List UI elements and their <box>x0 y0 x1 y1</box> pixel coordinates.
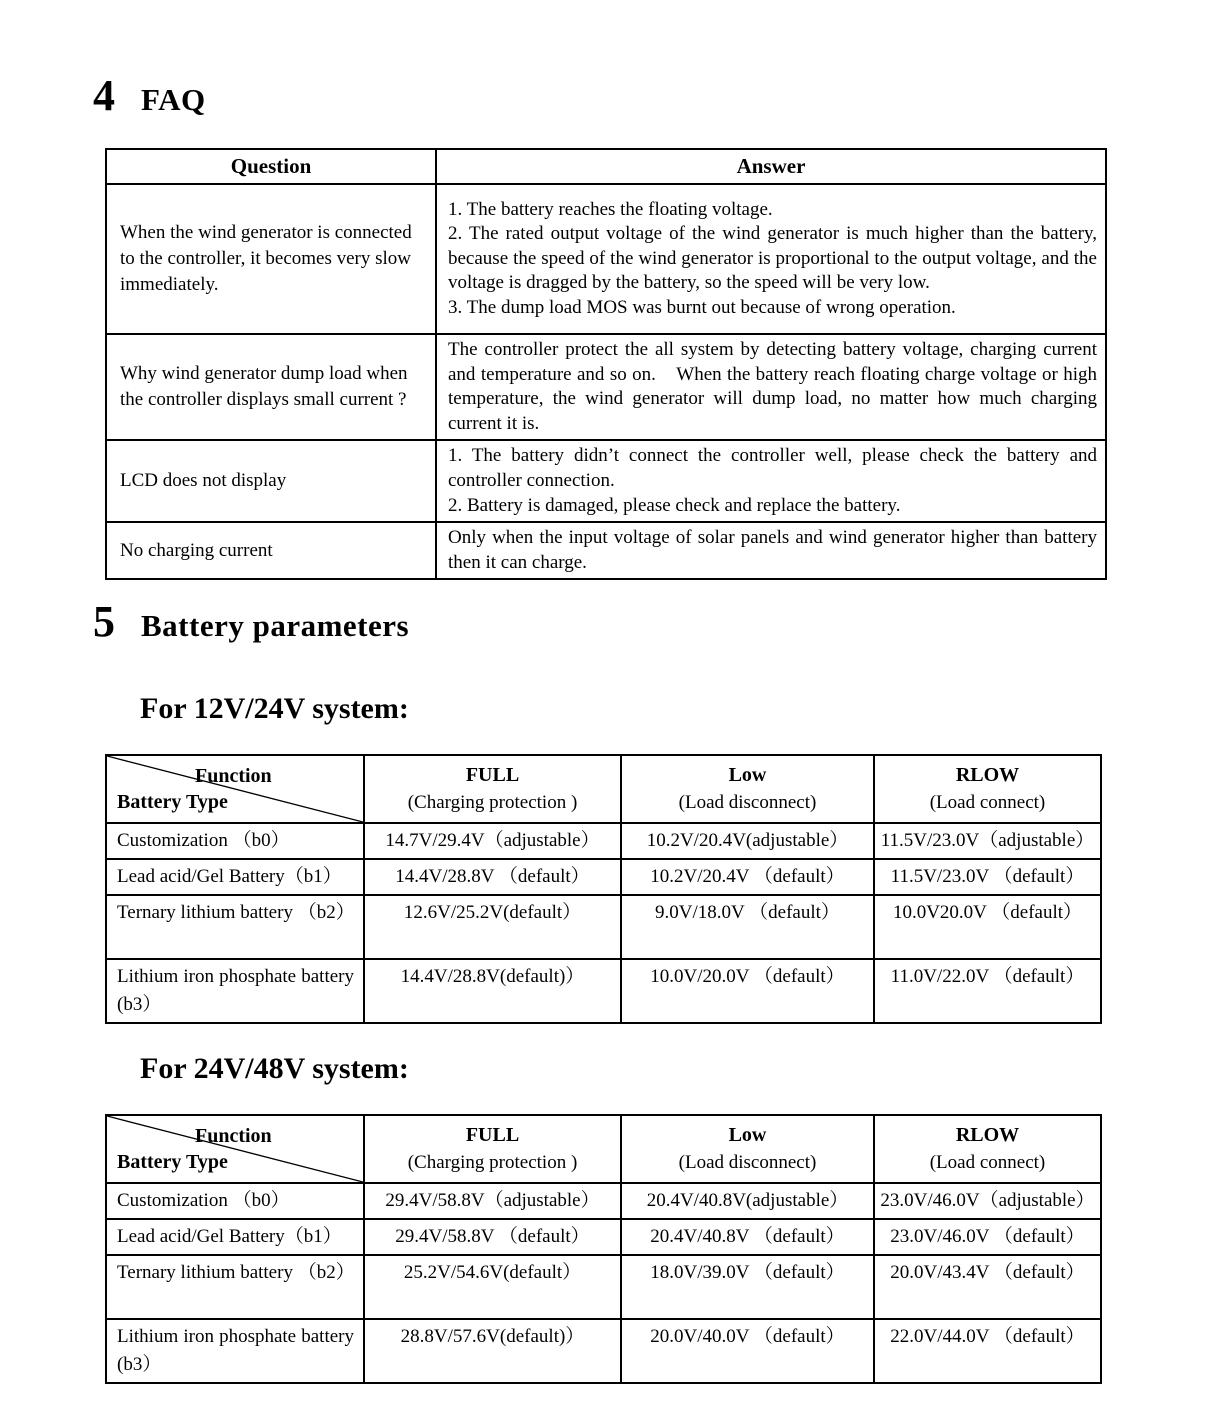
faq-answer-cell <box>436 184 1106 334</box>
subheading-12v24v: For 12V/24V system: <box>140 692 409 726</box>
faq-answer-paragraph: 1. The battery reaches the floating voltage. <box>448 198 773 220</box>
battery-row <box>106 1255 1101 1319</box>
battery-type-cell: Customization （b0） <box>106 1183 364 1219</box>
battery-row <box>106 859 1101 895</box>
battery-full-cell: 14.7V/29.4V（adjustable） <box>364 823 621 859</box>
faq-header-question: Question <box>106 149 436 184</box>
col-name: RLOW <box>955 764 1020 787</box>
battery-full-cell: 14.4V/28.8V(default)） <box>364 959 621 1023</box>
battery-full-cell: 29.4V/58.8V（adjustable） <box>364 1183 621 1219</box>
col-header-full <box>364 755 621 823</box>
battery-type-cell: Lead acid/Gel Battery（b1） <box>106 1219 364 1255</box>
battery-type-cell: Lithium iron phosphate battery (b3） <box>106 1319 364 1383</box>
battery-low-cell: 18.0V/39.0V （default） <box>621 1255 874 1319</box>
faq-table <box>105 148 1107 580</box>
col-header-full <box>364 1115 621 1183</box>
battery-row <box>106 823 1101 859</box>
faq-row <box>106 184 1106 334</box>
battery-rlow-cell: 23.0V/46.0V（adjustable） <box>874 1183 1101 1219</box>
corner-function-label: Function <box>195 1125 272 1148</box>
faq-answer-paragraph: 1. The battery didn’t connect the controller well, please check the battery and controller connection. <box>448 445 1097 491</box>
col-subtitle: (Load connect) <box>929 792 1046 814</box>
battery-row <box>106 1219 1101 1255</box>
faq-answer-paragraph: The controller protect the all system by detecting battery voltage, charging current and temperature and so on. When the battery reach floating charge voltage or high temperature, the wind generator will dump load, no matter how much charging current it is. <box>448 339 1097 434</box>
battery-low-cell: 20.4V/40.8V(adjustable） <box>621 1183 874 1219</box>
battery-low-cell: 10.2V/20.4V(adjustable） <box>621 823 874 859</box>
corner-cell <box>106 1115 364 1183</box>
faq-question-cell: Why wind generator dump load when the controller displays small current ? <box>106 334 436 440</box>
battery-row <box>106 1319 1101 1383</box>
faq-question-cell: When the wind generator is connected to the controller, it becomes very slow immediately. <box>106 184 436 334</box>
battery-row <box>106 895 1101 959</box>
faq-question-cell: No charging current <box>106 522 436 579</box>
corner-function-label: Function <box>195 765 272 788</box>
battery-low-cell: 9.0V/18.0V （default） <box>621 895 874 959</box>
battery-row <box>106 1183 1101 1219</box>
battery-type-cell: Ternary lithium battery （b2） <box>106 895 364 959</box>
battery-low-cell: 20.0V/40.0V （default） <box>621 1319 874 1383</box>
col-header-low <box>621 1115 874 1183</box>
battery-low-cell: 20.4V/40.8V （default） <box>621 1219 874 1255</box>
subheading-24v48v: For 24V/48V system: <box>140 1052 409 1086</box>
faq-header-row <box>106 149 1106 184</box>
battery-rlow-cell: 20.0V/43.4V （default） <box>874 1255 1101 1319</box>
battery-type-cell: Lead acid/Gel Battery（b1） <box>106 859 364 895</box>
col-header-low <box>621 755 874 823</box>
battery-full-cell: 29.4V/58.8V （default） <box>364 1219 621 1255</box>
section-number: 5 <box>93 597 115 647</box>
battery-rlow-cell: 11.5V/23.0V （default） <box>874 859 1101 895</box>
col-subtitle: (Load connect) <box>929 1152 1046 1174</box>
battery-rlow-cell: 22.0V/44.0V （default） <box>874 1319 1101 1383</box>
section-heading-faq <box>93 71 1105 120</box>
battery-table-24v48v <box>105 1114 1102 1384</box>
battery-type-cell: Lithium iron phosphate battery (b3） <box>106 959 364 1023</box>
col-subtitle: (Load disconnect) <box>678 1152 817 1174</box>
battery-full-cell: 25.2V/54.6V(default） <box>364 1255 621 1319</box>
faq-answer-cell <box>436 334 1106 440</box>
faq-answer-paragraph: 2. Battery is damaged, please check and replace the battery. <box>448 494 901 516</box>
faq-answer-cell <box>436 522 1106 579</box>
col-name: Low <box>728 1124 767 1147</box>
col-header-rlow <box>874 1115 1101 1183</box>
battery-full-cell: 14.4V/28.8V （default） <box>364 859 621 895</box>
corner-cell <box>106 755 364 823</box>
battery-full-cell: 12.6V/25.2V(default） <box>364 895 621 959</box>
battery-rlow-cell: 11.5V/23.0V（adjustable） <box>874 823 1101 859</box>
section-title: Battery parameters <box>141 608 410 644</box>
col-subtitle: (Charging protection ) <box>407 792 578 814</box>
faq-row <box>106 440 1106 522</box>
battery-rlow-cell: 11.0V/22.0V （default） <box>874 959 1101 1023</box>
battery-type-cell: Customization （b0） <box>106 823 364 859</box>
corner-battery-type-label: Battery Type <box>117 791 228 814</box>
battery-rlow-cell: 23.0V/46.0V （default） <box>874 1219 1101 1255</box>
battery-header-row <box>106 1115 1101 1183</box>
col-name: FULL <box>465 764 520 787</box>
faq-header-answer: Answer <box>436 149 1106 184</box>
faq-question-cell: LCD does not display <box>106 440 436 522</box>
faq-answer-paragraph: 3. The dump load MOS was burnt out because of wrong operation. <box>448 296 956 318</box>
corner-battery-type-label: Battery Type <box>117 1151 228 1174</box>
faq-answer-cell <box>436 440 1106 522</box>
faq-answer-paragraph: 2. The rated output voltage of the wind generator is much higher than the battery, because the speed of the wind generator is proportional to the output voltage, and the voltage is dragged by the battery, so the speed will be very low. <box>448 223 1097 294</box>
faq-answer-paragraph: Only when the input voltage of solar panels and wind generator higher than battery then it can charge. <box>448 527 1097 573</box>
col-header-rlow <box>874 755 1101 823</box>
section-title: FAQ <box>141 82 206 117</box>
battery-type-cell: Ternary lithium battery （b2） <box>106 1255 364 1319</box>
battery-low-cell: 10.0V/20.0V （default） <box>621 959 874 1023</box>
col-subtitle: (Load disconnect) <box>678 792 817 814</box>
battery-low-cell: 10.2V/20.4V （default） <box>621 859 874 895</box>
col-subtitle: (Charging protection ) <box>407 1152 578 1174</box>
section-number: 4 <box>93 71 115 120</box>
battery-full-cell: 28.8V/57.6V(default)） <box>364 1319 621 1383</box>
battery-rlow-cell: 10.0V20.0V （default） <box>874 895 1101 959</box>
faq-row <box>106 334 1106 440</box>
col-name: RLOW <box>955 1124 1020 1147</box>
col-name: Low <box>728 764 767 787</box>
battery-row <box>106 959 1101 1023</box>
battery-table-12v24v <box>105 754 1102 1024</box>
faq-row <box>106 522 1106 579</box>
battery-header-row <box>106 755 1101 823</box>
col-name: FULL <box>465 1124 520 1147</box>
section-heading-battery <box>93 597 1105 647</box>
